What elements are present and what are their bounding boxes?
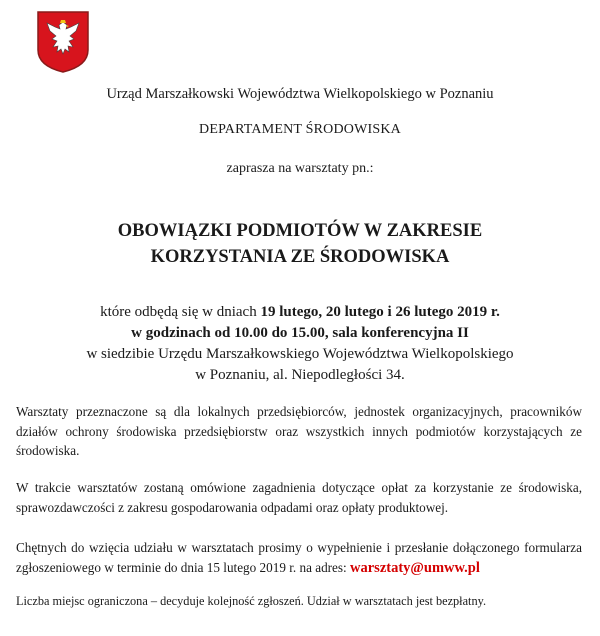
dates-line	[0, 302, 600, 323]
signup-text: Chętnych do wzięcia udziału w warsztatach prosimy o wypełnienie i przesłanie dołączonego formularza zgłoszeniowego w terminie do dnia 15 lutego 2019 r. na adres:	[16, 540, 582, 575]
invite-text: zaprasza na warsztaty pn.:	[226, 161, 374, 176]
topics-paragraph: W trakcie warsztatów zostaną omówione zagadnienia dotyczące opłat za korzystanie ze środowiska, sprawozdawczości z zakresu gospodarowania odpadami oraz opłaty produktowej.	[16, 480, 582, 515]
organization-name: Urząd Marszałkowski Województwa Wielkopolskiego w Poznaniu	[106, 86, 494, 102]
department-name: DEPARTAMENT ŚRODOWISKA	[199, 122, 401, 137]
hours-venue: w godzinach od 10.00 do 15.00, sala konferencyjna II	[131, 325, 469, 341]
footer-note: Liczba miejsc ograniczona – decyduje kolejność zgłoszeń. Udział w warsztatach jest bezpłatny.	[16, 594, 487, 608]
place-line2: w Poznaniu, al. Niepodległości 34.	[195, 367, 405, 383]
event-dates: 19 lutego, 20 lutego i 26 lutego 2019 r.	[260, 304, 500, 320]
place-line1: w siedzibie Urzędu Marszałkowskiego Województwa Wielkopolskiego	[86, 346, 514, 362]
workshop-title-line1: OBOWIĄZKI PODMIOTÓW W ZAKRESIE	[117, 221, 483, 241]
workshop-title	[0, 218, 600, 270]
email-link[interactable]: warsztaty@umww.pl	[350, 559, 480, 576]
eagle-crest-icon	[36, 10, 90, 74]
audience-paragraph: Warsztaty przeznaczone są dla lokalnych przedsiębiorców, jednostek organizacyjnych, pracowników działów ochrony środowiska przedsiębiorstw oraz wszystkich innych podmiotów korzystających ze środowiska.	[16, 404, 582, 458]
signup-paragraph	[16, 538, 582, 578]
event-details	[0, 302, 600, 386]
dates-prefix: które odbędą się w dniach	[100, 304, 261, 320]
workshop-title-line2: KORZYSTANIA ZE ŚRODOWISKA	[150, 247, 450, 267]
